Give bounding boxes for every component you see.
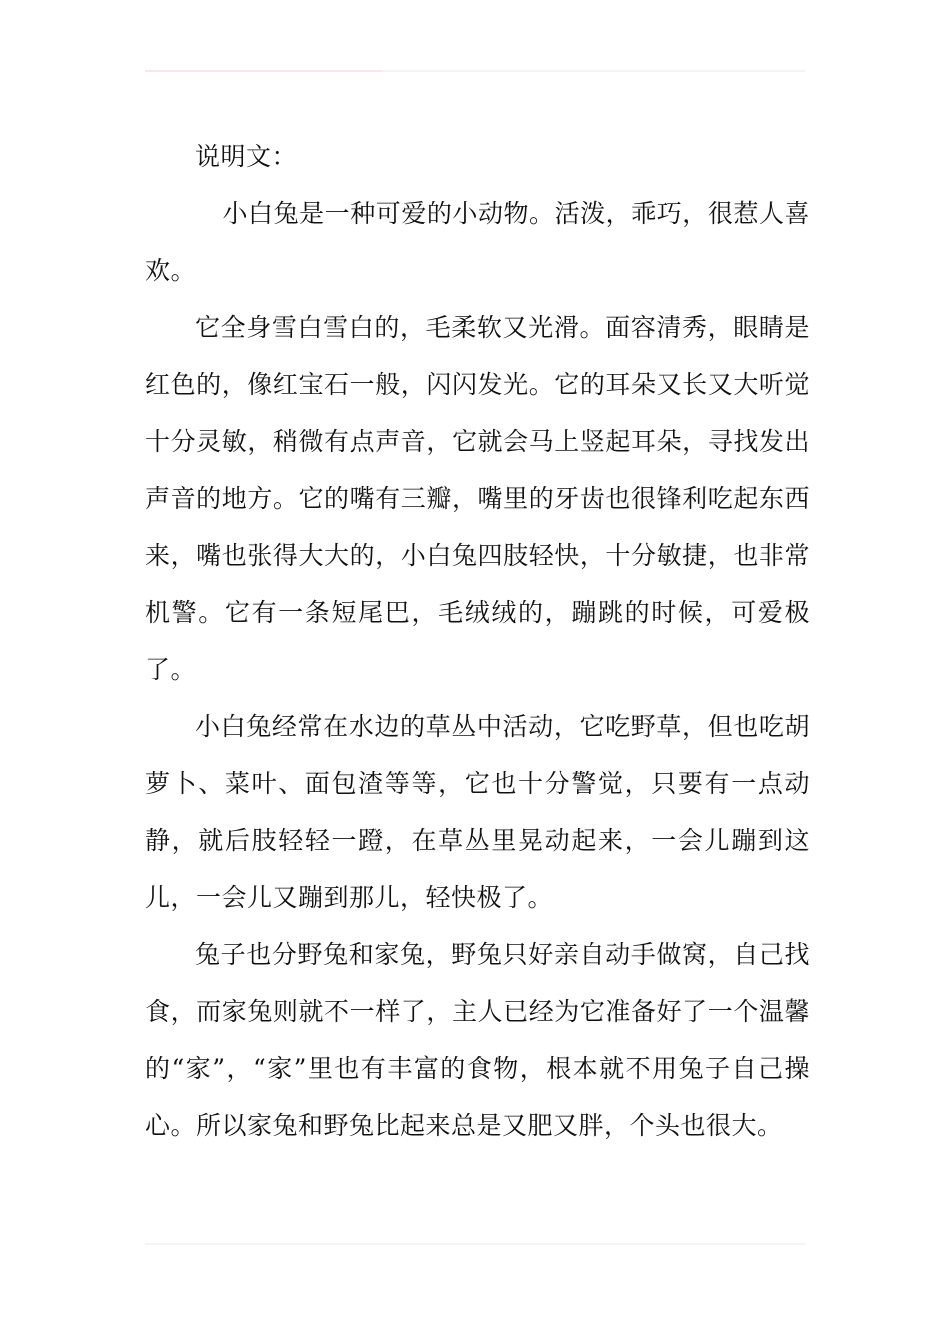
document-heading: 说明文： bbox=[195, 142, 298, 171]
header-rule bbox=[145, 70, 805, 72]
document-body bbox=[145, 128, 810, 1154]
paragraph-appearance: 它全身雪白雪白的，毛柔软又光滑。面容清秀，眼睛是红色的，像红宝石一般，闪闪发光。它的耳朵又长又大听觉十分灵敏，稍微有点声音，它就会马上竖起耳朵，寻找发出声音的地方。它的嘴有三瓣，嘴里的牙齿也很锋利吃起东西来，嘴也张得大大的，小白兔四肢轻快，十分敏捷，也非常机警。它有一条短尾巴，毛绒绒的，蹦跳的时候，可爱极了。 bbox=[145, 313, 810, 684]
paragraph-wild-vs-domestic: 兔子也分野兔和家兔，野兔只好亲自动手做窝，自己找食，而家兔则就不一样了，主人已经为它准备好了一个温馨的“家”，“家”里也有丰富的食物，根本就不用兔子自己操心。所以家兔和野兔比起来总是又肥又胖，个头也很大。 bbox=[145, 940, 810, 1140]
footer-rule bbox=[145, 1243, 805, 1245]
paragraph-intro: 小白兔是一种可爱的小动物。活泼，乖巧，很惹人喜欢。 bbox=[145, 199, 810, 285]
paragraph-habits: 小白兔经常在水边的草丛中活动，它吃野草，但也吃胡萝卜、菜叶、面包渣等等，它也十分警觉，只要有一点动静，就后肢轻轻一蹬，在草丛里晃动起来，一会儿蹦到这儿，一会儿又蹦到那儿，轻快极了。 bbox=[145, 712, 810, 912]
